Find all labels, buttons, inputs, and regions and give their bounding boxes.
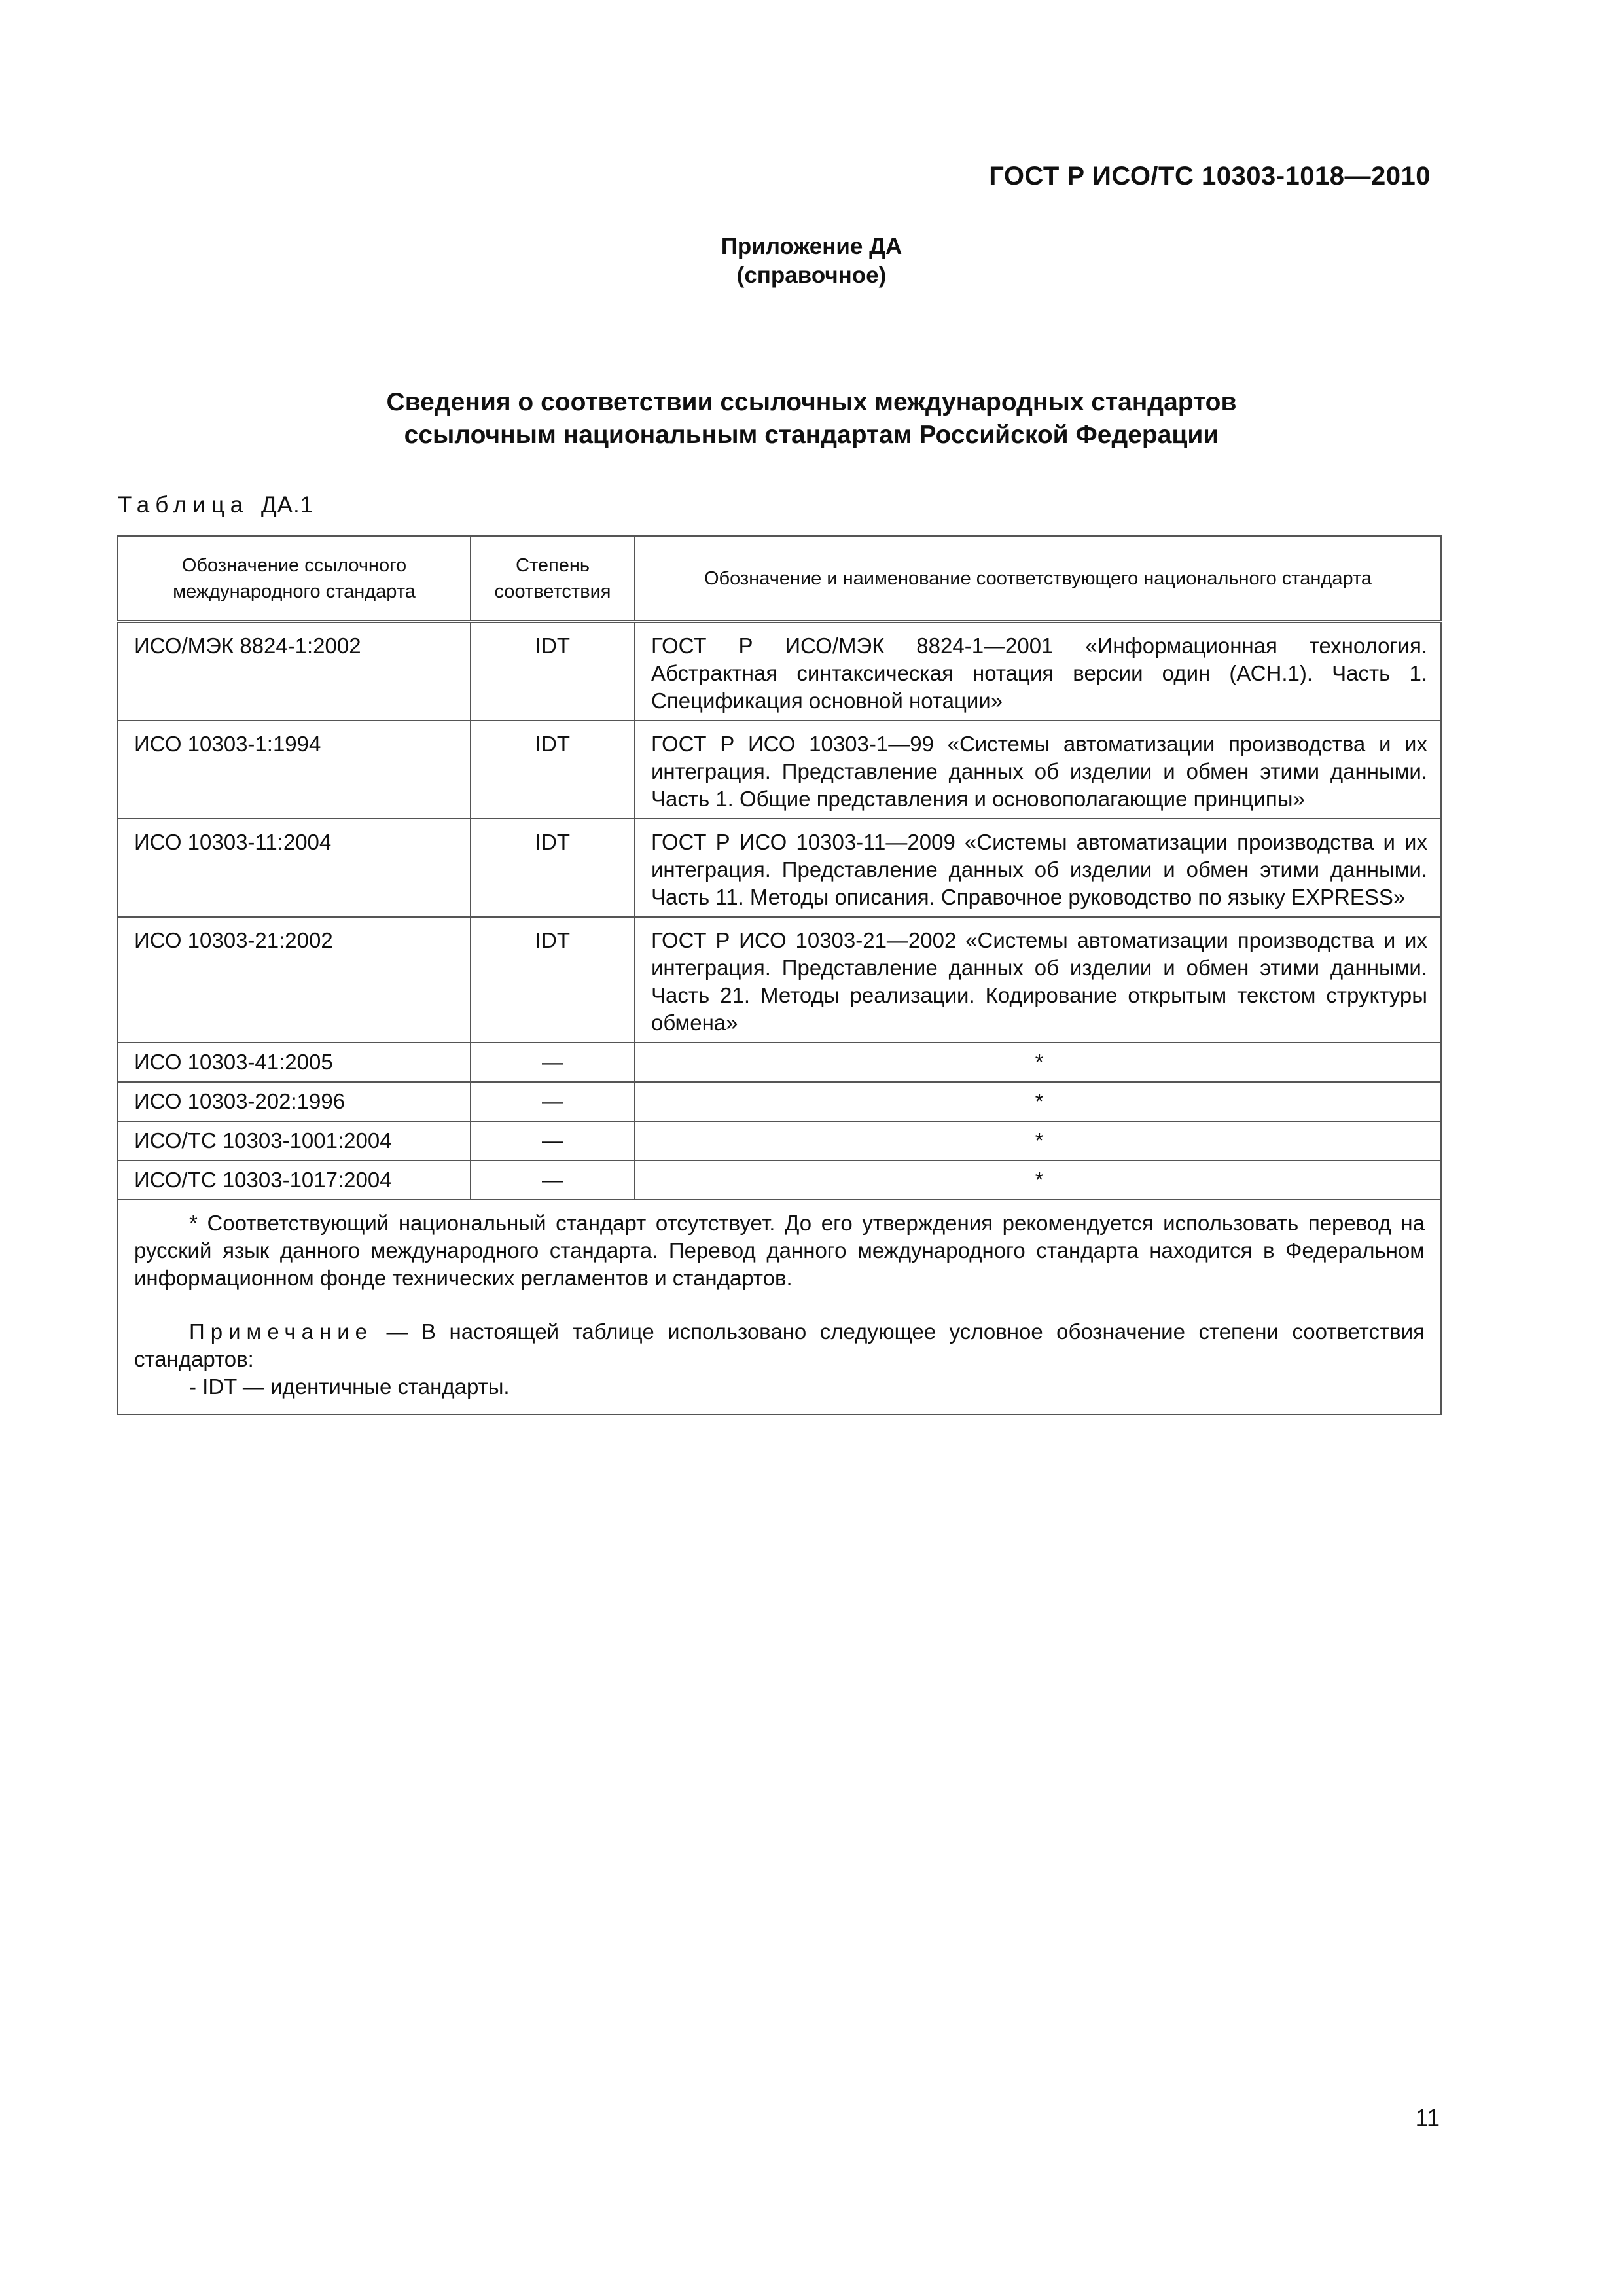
cell-degree: — <box>471 1160 635 1200</box>
cell-degree: IDT <box>471 622 635 721</box>
table-label-word: Таблица <box>118 492 249 518</box>
document-code: ГОСТ Р ИСО/ТС 10303-1018—2010 <box>989 162 1431 190</box>
table-row <box>118 721 1441 819</box>
table-row <box>118 917 1441 1043</box>
section-heading <box>0 386 1623 452</box>
table-row <box>118 819 1441 917</box>
header-national-standard: Обозначение и наименование соответствующего национального стандарта <box>635 536 1441 622</box>
cell-national: * <box>635 1082 1441 1121</box>
table-footer-row <box>118 1200 1441 1414</box>
heading-line-2: ссылочным национальным стандартам Российской Федерации <box>404 421 1219 449</box>
appendix-title: Приложение ДА <box>721 234 902 259</box>
cell-ref: ИСО 10303-1:1994 <box>118 721 471 819</box>
cell-degree: IDT <box>471 819 635 917</box>
table-row <box>118 1160 1441 1200</box>
header-degree: Степень соответствия <box>471 536 635 622</box>
cell-national: * <box>635 1043 1441 1082</box>
cell-national: * <box>635 1160 1441 1200</box>
note-text: — В настоящей таблице использовано следующее условное обозначение степени соответствия стандартов: <box>134 1319 1425 1371</box>
table-label <box>118 492 313 518</box>
cell-degree: — <box>471 1043 635 1082</box>
cell-ref: ИСО/ТС 10303-1001:2004 <box>118 1121 471 1160</box>
table-row <box>118 1082 1441 1121</box>
table-row <box>118 622 1441 721</box>
cell-ref: ИСО/ТС 10303-1017:2004 <box>118 1160 471 1200</box>
cell-national: * <box>635 1121 1441 1160</box>
cell-national: ГОСТ Р ИСО 10303-21—2002 «Системы автоматизации производства и их интеграция. Представление данных об изделии и обмен этими данными. Часть 21. Методы реализации. Кодирование открытым текстом структуры обмена» <box>635 917 1441 1043</box>
header-ref-standard: Обозначение ссылочного международного стандарта <box>118 536 471 622</box>
appendix-subtitle: (справочное) <box>736 262 887 288</box>
cell-ref: ИСО/МЭК 8824-1:2002 <box>118 622 471 721</box>
note-paragraph <box>134 1318 1425 1373</box>
table-header-row <box>118 536 1441 622</box>
appendix-header <box>0 232 1623 290</box>
note-label: Примечание <box>189 1319 374 1344</box>
cell-ref: ИСО 10303-21:2002 <box>118 917 471 1043</box>
table-label-number: ДА.1 <box>260 492 314 518</box>
cell-ref: ИСО 10303-202:1996 <box>118 1082 471 1121</box>
cell-ref: ИСО 10303-11:2004 <box>118 819 471 917</box>
footnote-text: * Соответствующий национальный стандарт отсутствует. До его утверждения рекомендуется использовать перевод на русский язык данного международного стандарта. Перевод данного международного стандарта находится в Федеральном информационном фонде технических регламентов и стандартов. <box>134 1211 1425 1290</box>
table-footnote-cell <box>118 1200 1441 1414</box>
heading-line-1: Сведения о соответствии ссылочных международных стандартов <box>386 388 1237 416</box>
cell-degree: IDT <box>471 917 635 1043</box>
cell-degree: — <box>471 1082 635 1121</box>
cell-ref: ИСО 10303-41:2005 <box>118 1043 471 1082</box>
cell-national: ГОСТ Р ИСО/МЭК 8824-1—2001 «Информационная технология. Абстрактная синтаксическая нотация версии один (АСН.1). Часть 1. Спецификация основной нотации» <box>635 622 1441 721</box>
page-number: 11 <box>1415 2104 1440 2131</box>
cell-national: ГОСТ Р ИСО 10303-11—2009 «Системы автоматизации производства и их интеграция. Представление данных об изделии и обмен этими данными. Часть 11. Методы описания. Справочное руководство по языку EXPRESS» <box>635 819 1441 917</box>
table-row <box>118 1043 1441 1082</box>
cell-degree: — <box>471 1121 635 1160</box>
cell-degree: IDT <box>471 721 635 819</box>
note-item: - IDT — идентичные стандарты. <box>189 1374 510 1399</box>
table-row <box>118 1121 1441 1160</box>
correspondence-table <box>117 535 1440 1415</box>
cell-national: ГОСТ Р ИСО 10303-1—99 «Системы автоматизации производства и их интеграция. Представление данных об изделии и обмен этими данными. Часть 1. Общие представления и основополагающие принципы» <box>635 721 1441 819</box>
